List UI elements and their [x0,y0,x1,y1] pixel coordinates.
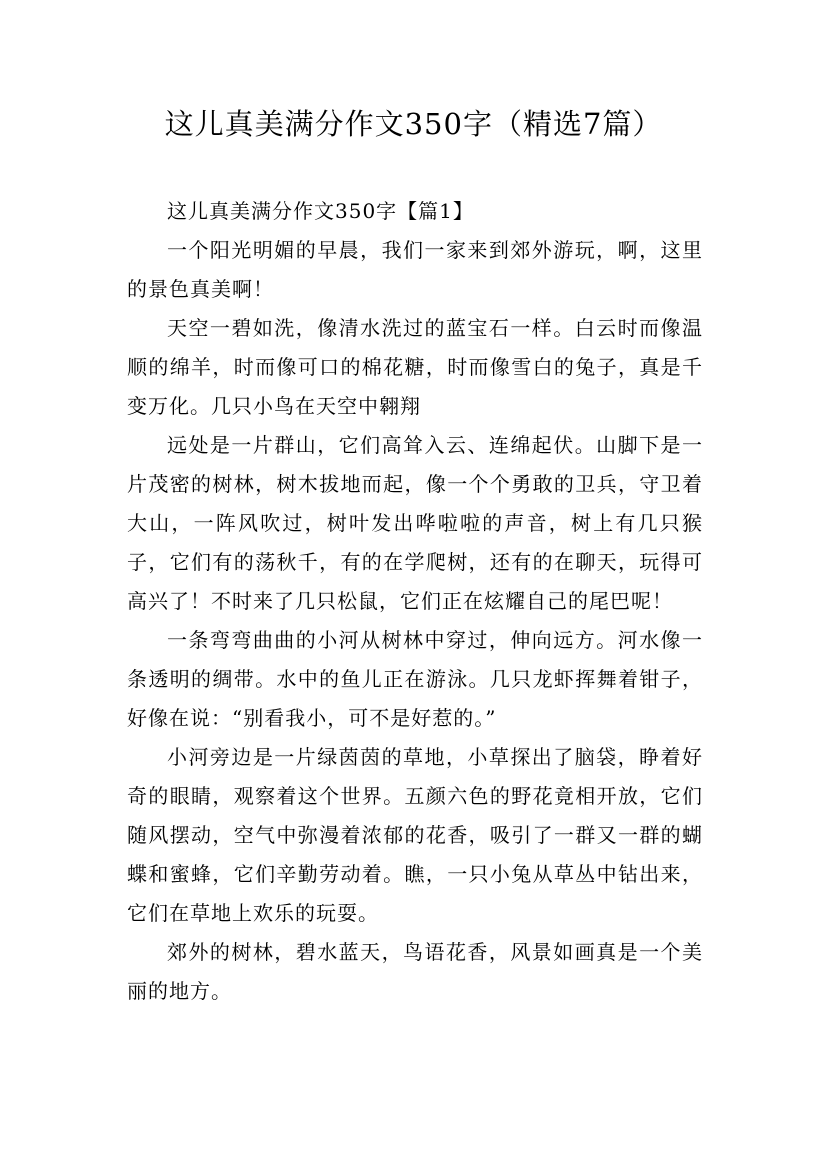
document-title: 这儿真美满分作文350字（精选7篇） [164,107,663,141]
essay-body [127,192,703,1011]
paragraph-5: 小河旁边是一片绿茵茵的草地，小草探出了脑袋，睁着好奇的眼睛，观察着这个世界。五颜六色的野花竟相开放，它们随风摆动，空气中弥漫着浓郁的花香，吸引了一群又一群的蝴蝶和蜜蜂，它们辛勤劳动着。瞧，一只小兔从草丛中钻出来，它们在草地上欢乐的玩耍。 [127,745,703,925]
paragraph-4: 一条弯弯曲曲的小河从树林中穿过，伸向远方。河水像一条透明的绸带。水中的鱼儿正在游泳。几只龙虾挥舞着钳子，好像在说：“别看我小，可不是好惹的。” [127,628,703,730]
paragraph-2: 天空一碧如洗，像清水洗过的蓝宝石一样。白云时而像温顺的绵羊，时而像可口的棉花糖，时而像雪白的兔子，真是千变万化。几只小鸟在天空中翱翔 [127,316,703,418]
paragraph-6: 郊外的树林，碧水蓝天，鸟语花香，风景如画真是一个美丽的地方。 [127,940,703,1003]
section-heading: 这儿真美满分作文350字【篇1】 [167,199,474,223]
paragraph-3: 远处是一片群山，它们高耸入云、连绵起伏。山脚下是一片茂密的树林，树木拔地而起，像一个个勇敢的卫兵，守卫着大山，一阵风吹过，树叶发出哗啦啦的声音，树上有几只猴子，它们有的荡秋千，有的在学爬树，还有的在聊天，玩得可高兴了！不时来了几只松鼠，它们正在炫耀自己的尾巴呢！ [127,433,703,613]
paragraph-1: 一个阳光明媚的早晨，我们一家来到郊外游玩，啊，这里的景色真美啊！ [127,238,703,301]
